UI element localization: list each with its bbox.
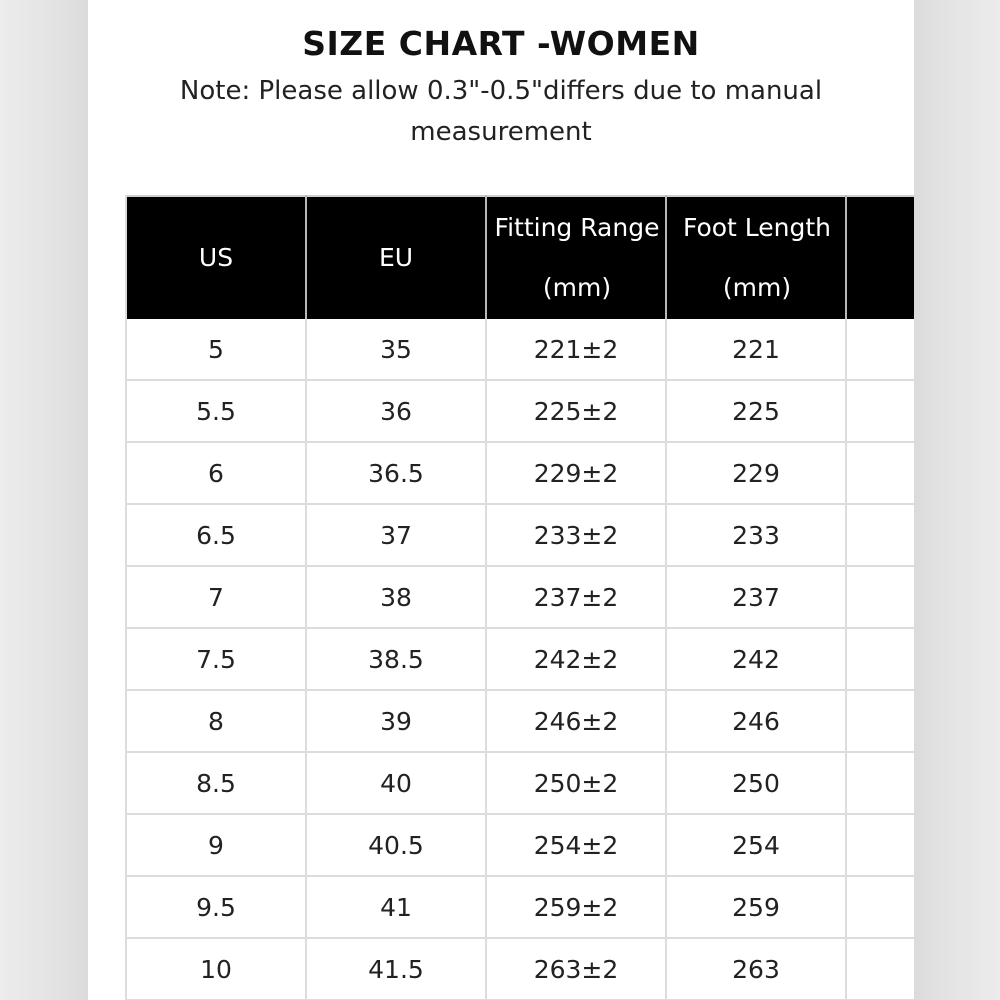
cell-cut-off-column — [846, 628, 914, 690]
cell-eu-size: 40.5 — [306, 814, 486, 876]
cell-eu-size: 37 — [306, 504, 486, 566]
cell-cut-off-column — [846, 814, 914, 876]
cell-foot-length: 229 — [666, 442, 846, 504]
cell-cut-off-column — [846, 442, 914, 504]
cell-us-size: 6 — [126, 442, 306, 504]
cell-fitting-range: 229±2 — [486, 442, 666, 504]
cell-foot-length: 246 — [666, 690, 846, 752]
size-table — [125, 195, 914, 1000]
header-eu: EU — [306, 196, 486, 319]
cell-us-size: 7.5 — [126, 628, 306, 690]
cell-cut-off-column — [846, 876, 914, 938]
cell-foot-length: 254 — [666, 814, 846, 876]
cell-eu-size: 39 — [306, 690, 486, 752]
header-foot-length — [666, 196, 846, 319]
header-us: US — [126, 196, 306, 319]
cell-us-size: 5 — [126, 319, 306, 380]
cell-cut-off-column — [846, 504, 914, 566]
cell-cut-off-column — [846, 690, 914, 752]
cell-fitting-range: 237±2 — [486, 566, 666, 628]
cell-eu-size: 41 — [306, 876, 486, 938]
cell-eu-size: 35 — [306, 319, 486, 380]
cell-fitting-range: 242±2 — [486, 628, 666, 690]
table-row — [126, 752, 914, 814]
cell-fitting-range: 254±2 — [486, 814, 666, 876]
cell-fitting-range: 233±2 — [486, 504, 666, 566]
cell-eu-size: 36.5 — [306, 442, 486, 504]
table-body — [126, 319, 914, 1000]
table-row — [126, 319, 914, 380]
cell-fitting-range: 246±2 — [486, 690, 666, 752]
size-chart-sheet — [88, 0, 914, 1000]
cell-cut-off-column — [846, 319, 914, 380]
cell-foot-length: 259 — [666, 876, 846, 938]
cell-foot-length: 237 — [666, 566, 846, 628]
header-cut-off-column — [846, 196, 914, 319]
measurement-note: Note: Please allow 0.3"-0.5"differs due to manual measurement — [179, 76, 823, 147]
table-row — [126, 690, 914, 752]
table-row — [126, 938, 914, 1000]
table-row — [126, 566, 914, 628]
cell-eu-size: 40 — [306, 752, 486, 814]
cell-us-size: 8 — [126, 690, 306, 752]
cell-us-size: 10 — [126, 938, 306, 1000]
table-row — [126, 876, 914, 938]
cell-cut-off-column — [846, 566, 914, 628]
cell-foot-length: 250 — [666, 752, 846, 814]
table-row — [126, 814, 914, 876]
table-row — [126, 628, 914, 690]
cell-us-size: 9.5 — [126, 876, 306, 938]
table-row — [126, 380, 914, 442]
cell-fitting-range: 225±2 — [486, 380, 666, 442]
cell-foot-length: 263 — [666, 938, 846, 1000]
cell-cut-off-column — [846, 380, 914, 442]
cell-fitting-range: 263±2 — [486, 938, 666, 1000]
table-header-row — [126, 196, 914, 319]
backdrop-left — [0, 0, 90, 1000]
cell-fitting-range: 250±2 — [486, 752, 666, 814]
cell-fitting-range: 221±2 — [486, 319, 666, 380]
cell-us-size: 5.5 — [126, 380, 306, 442]
backdrop-right — [910, 0, 1000, 1000]
page-title: SIZE CHART -WOMEN — [302, 24, 700, 63]
cell-foot-length: 242 — [666, 628, 846, 690]
cell-foot-length: 225 — [666, 380, 846, 442]
cell-eu-size: 38.5 — [306, 628, 486, 690]
cell-us-size: 7 — [126, 566, 306, 628]
cell-foot-length: 233 — [666, 504, 846, 566]
cell-eu-size: 38 — [306, 566, 486, 628]
cell-foot-length: 221 — [666, 319, 846, 380]
cell-eu-size: 41.5 — [306, 938, 486, 1000]
cell-eu-size: 36 — [306, 380, 486, 442]
table-row — [126, 504, 914, 566]
cell-cut-off-column — [846, 938, 914, 1000]
header-foot-length-label: Foot Length(mm) — [682, 213, 832, 302]
header-fitting-range-label: Fitting Range(mm) — [494, 213, 660, 302]
cell-us-size: 8.5 — [126, 752, 306, 814]
cell-us-size: 6.5 — [126, 504, 306, 566]
table-row — [126, 442, 914, 504]
header-fitting-range — [486, 196, 666, 319]
cell-fitting-range: 259±2 — [486, 876, 666, 938]
cell-cut-off-column — [846, 752, 914, 814]
cell-us-size: 9 — [126, 814, 306, 876]
